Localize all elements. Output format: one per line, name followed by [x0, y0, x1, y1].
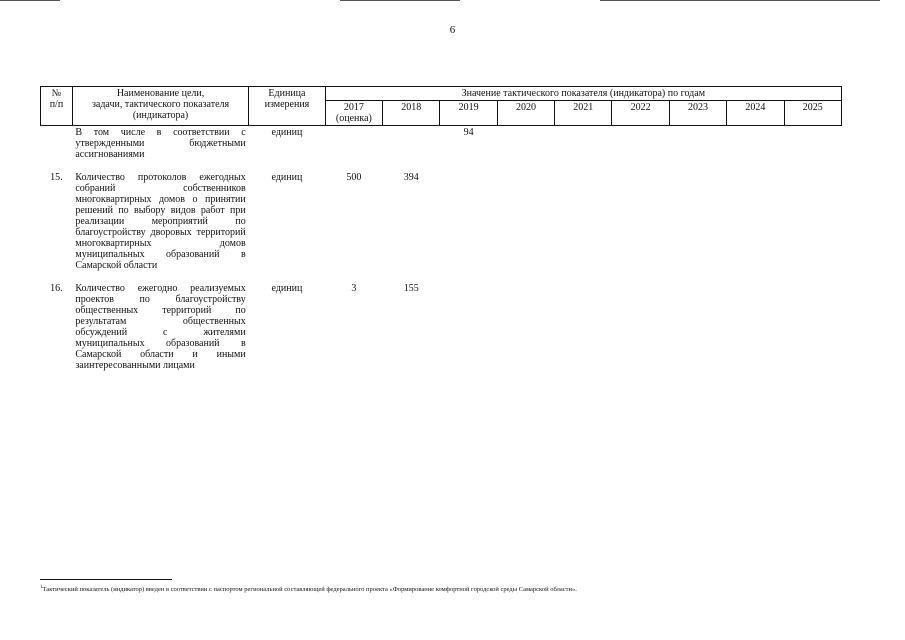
table-row: [41, 126, 842, 162]
header-year: 2023: [669, 101, 726, 126]
value-cell: 155: [403, 283, 419, 294]
value-cell: [669, 282, 726, 372]
footnote-mark: 1: [40, 585, 43, 590]
value-cell: [383, 126, 440, 162]
scan-edge-line: [0, 0, 60, 1]
value-cell: [555, 282, 612, 372]
header-num: № п/п: [41, 87, 73, 126]
header-year: 2017 (оценка): [325, 101, 382, 126]
header-year: 2024: [727, 101, 784, 126]
row-number: 15.: [50, 172, 63, 183]
header-year: 2020: [497, 101, 554, 126]
unit-cell: единиц: [271, 172, 303, 183]
value-cell: [555, 171, 612, 272]
value-cell: 500: [346, 172, 362, 183]
header-name: Наименование цели, задачи, тактического показателя (индикатора): [72, 87, 248, 126]
value-cell: [612, 126, 669, 162]
value-cell: 394: [403, 172, 419, 183]
value-cell: [727, 126, 784, 162]
value-cell: [497, 126, 554, 162]
value-cell: [727, 282, 784, 372]
scan-edge-line: [340, 0, 460, 1]
value-cell: [612, 282, 669, 372]
value-cell: 3: [351, 283, 357, 294]
value-cell: [669, 126, 726, 162]
value-cell: [497, 171, 554, 272]
unit-cell: единиц: [271, 283, 303, 294]
value-cell: [440, 282, 497, 372]
header-year: 2022: [612, 101, 669, 126]
header-years-group: Значение тактического показателя (индикатора) по годам: [325, 87, 841, 101]
value-cell: [325, 126, 382, 162]
value-cell: [440, 171, 497, 272]
value-cell: [612, 171, 669, 272]
footnote-divider: [40, 579, 172, 580]
value-cell: 94: [463, 127, 474, 138]
value-cell: [784, 126, 841, 162]
indicator-name: Количество протоколов ежегодных собраний собственников многоквартирных домов о принятии решений по выбору видов работ при реализации мероприятий по благоустройству дворовых территорий многоквартирных домов муниципальных образований в Самарской области: [75, 172, 246, 271]
value-cell: [497, 282, 554, 372]
scan-edge-line: [600, 0, 880, 1]
header-unit: Единица измерения: [249, 87, 325, 126]
header-year: 2018: [383, 101, 440, 126]
value-cell: [555, 126, 612, 162]
value-cell: [784, 282, 841, 372]
header-year: 2021: [555, 101, 612, 126]
header-year: 2019: [440, 101, 497, 126]
row-number: 16.: [50, 283, 63, 294]
page-number: 6: [449, 24, 456, 36]
indicator-name: Количество ежегодно реализуемых проектов по благоустройству общественных территорий по результатам общественных обсуждений с жителями муниципальных образований в Самарской области и иными заинтересованными лицами: [75, 283, 246, 371]
value-cell: [727, 171, 784, 272]
indicator-name: В том числе в соответствии с утвержденными бюджетными ассигнованиями: [75, 127, 246, 160]
unit-cell: единиц: [271, 127, 303, 138]
value-cell: [669, 171, 726, 272]
indicators-table: [40, 86, 842, 372]
value-cell: [784, 171, 841, 272]
footnote: [40, 584, 860, 594]
header-year: 2025: [784, 101, 841, 126]
table-row: [41, 282, 842, 372]
row-number: [41, 126, 73, 162]
footnote-text: Тактический показатель (индикатор) введен в соответствии с паспортом региональной составляющей федерального проекта «Формирование комфортной городской среды Самарской области».: [42, 586, 577, 594]
table-row: [41, 171, 842, 272]
